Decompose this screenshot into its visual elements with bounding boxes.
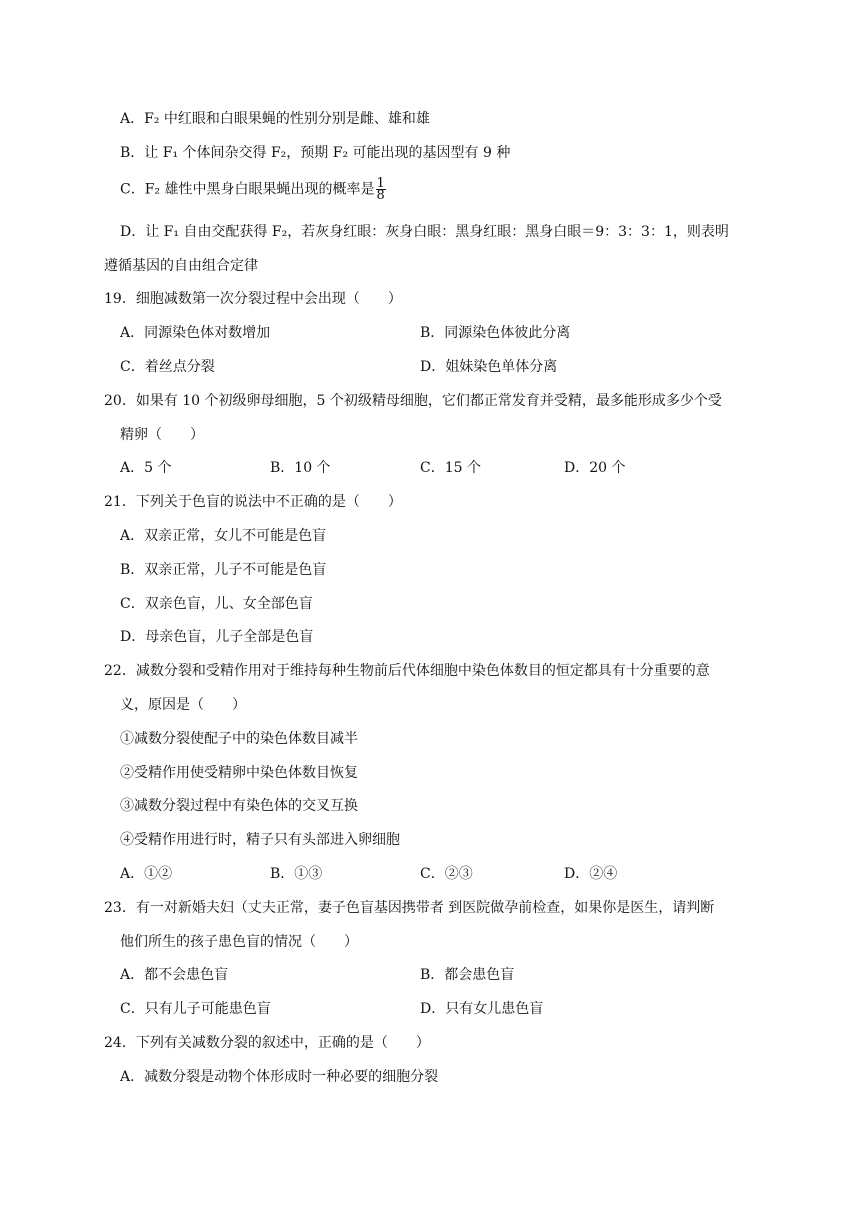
q21-option-a: A．双亲正常，女儿不可能是色盲 (120, 528, 327, 544)
fraction-numerator: 1 (376, 176, 385, 191)
q23-stem-line2: 他们所生的孩子患色盲的情况（ ） (120, 934, 358, 950)
q21-option-c: C．双亲色盲，儿、女全部色盲 (120, 596, 313, 612)
q22-statement-2: ②受精作用使受精卵中染色体数目恢复 (120, 765, 358, 781)
q20-option-d: D．20 个 (564, 460, 626, 476)
q22-statement-4: ④受精作用进行时，精子只有头部进入卵细胞 (120, 832, 400, 848)
q24-option-a: A．减数分裂是动物个体形成时一种必要的细胞分裂 (120, 1069, 439, 1085)
q22-option-b: B．①③ (270, 866, 323, 882)
q20-stem-line1: 20．如果有 10 个初级卵母细胞，5 个初级精母细胞，它们都正常发育并受精，最多能形成多少个受 (104, 393, 722, 409)
q20-option-b: B．10 个 (270, 460, 331, 476)
q18-option-c-text: C．F₂ 雄性中黑身白眼果蝇出现的概率是 (120, 181, 375, 198)
q19-option-a: A．同源染色体对数增加 (120, 325, 271, 341)
q19-option-c: C．着丝点分裂 (120, 359, 215, 375)
q24-stem: 24．下列有关减数分裂的叙述中，正确的是（ ） (104, 1035, 430, 1051)
q18-option-c (120, 178, 386, 201)
q22-stem-line2: 义，原因是（ ） (120, 697, 246, 713)
q20-option-c: C．15 个 (420, 460, 481, 476)
q19-option-d: D．姐妹染色单体分离 (420, 359, 558, 375)
q23-option-c: C．只有儿子可能患色盲 (120, 1001, 271, 1017)
q22-option-a: A．①② (120, 866, 173, 882)
q23-option-b: B．都会患色盲 (420, 967, 515, 983)
q18-option-d-line1: D．让 F₁ 自由交配获得 F₂，若灰身红眼：灰身白眼：黑身红眼：黑身白眼＝9：3：3：1，则表明 (120, 224, 729, 240)
q22-stem-line1: 22．减数分裂和受精作用对于维持每种生物前后代体细胞中染色体数目的恒定都具有十分重要的意 (104, 663, 710, 679)
q19-stem: 19．细胞减数第一次分裂过程中会出现（ ） (104, 291, 402, 307)
q20-option-a: A．5 个 (120, 460, 172, 476)
fraction-denominator: 8 (376, 188, 385, 203)
q21-option-b: B．双亲正常，儿子不可能是色盲 (120, 562, 327, 578)
q19-option-b: B．同源染色体彼此分离 (420, 325, 571, 341)
q18-option-d-line2: 遵循基因的自由组合定律 (104, 258, 258, 274)
q21-stem: 21．下列关于色盲的说法中不正确的是（ ） (104, 494, 402, 510)
q22-option-c: C．②③ (420, 866, 473, 882)
fraction (376, 178, 386, 201)
q21-option-d: D．母亲色盲，儿子全部是色盲 (120, 629, 314, 645)
q23-option-a: A．都不会患色盲 (120, 967, 229, 983)
q18-option-a: A．F₂ 中红眼和白眼果蝇的性别分别是雌、雄和雄 (120, 111, 430, 127)
q22-statement-3: ③减数分裂过程中有染色体的交叉互换 (120, 798, 358, 814)
q23-stem-line1: 23．有一对新婚夫妇（丈夫正常，妻子色盲基因携带者 到医院做孕前检查，如果你是医生，请判断 (104, 900, 715, 916)
q20-stem-line2: 精卵（ ） (120, 427, 204, 443)
q18-option-b: B．让 F₁ 个体间杂交得 F₂，预期 F₂ 可能出现的基因型有 9 种 (120, 145, 511, 161)
q22-statement-1: ①减数分裂使配子中的染色体数目减半 (120, 731, 358, 747)
q22-option-d: D．②④ (564, 866, 618, 882)
q23-option-d: D．只有女儿患色盲 (420, 1001, 544, 1017)
